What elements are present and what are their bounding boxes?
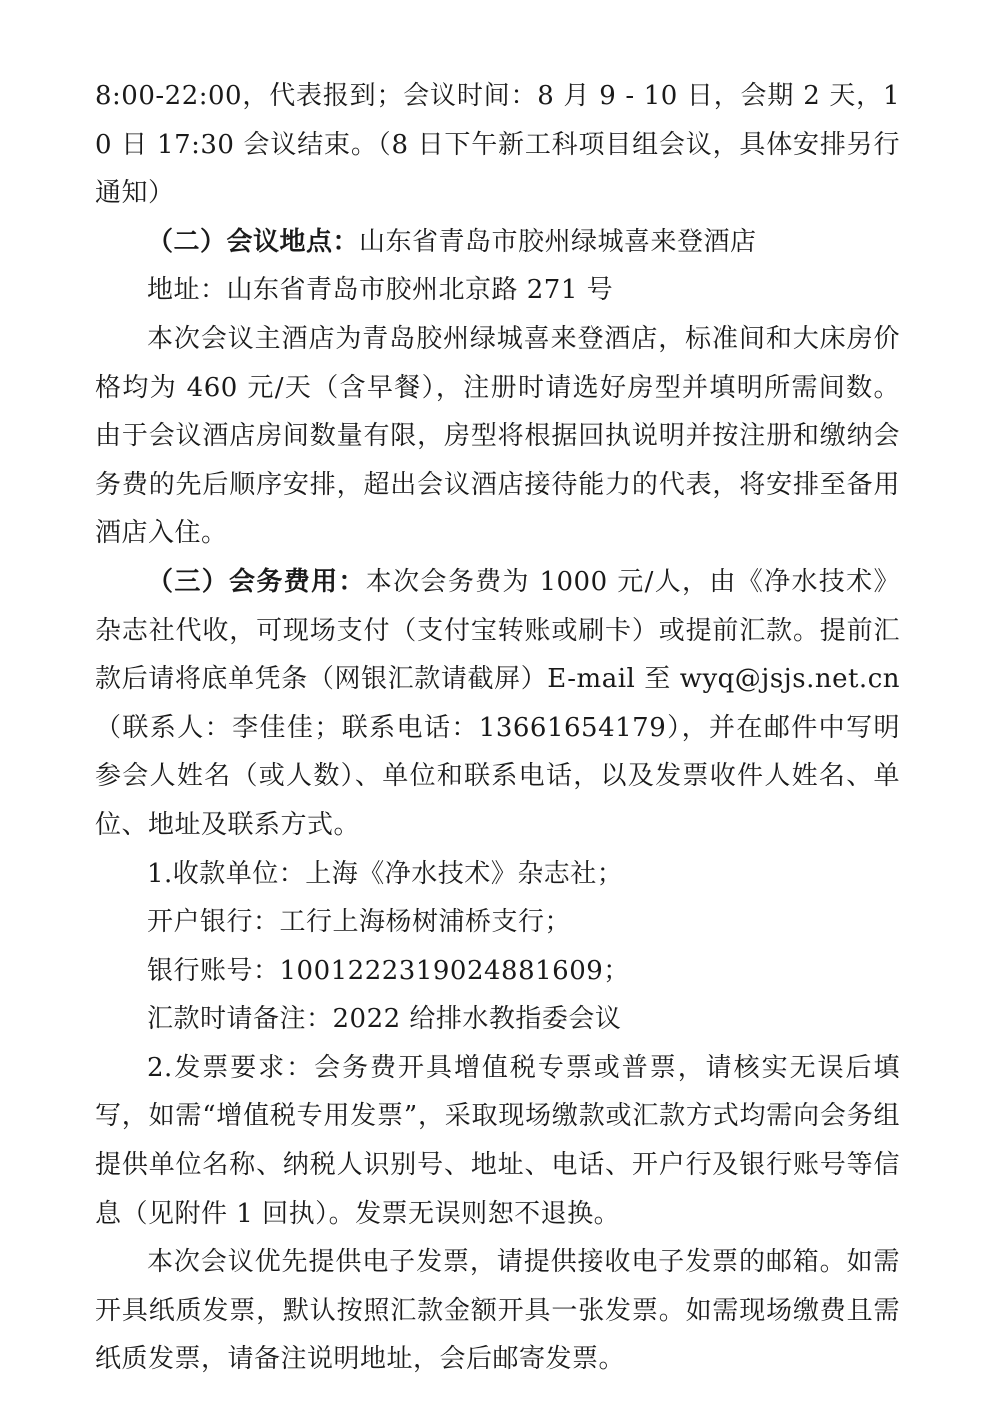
document-page	[95, 72, 900, 1384]
venue-text: 山东省青岛市胶州绿城喜来登酒店	[359, 226, 757, 257]
paragraph-bank: 开户银行：工行上海杨树浦桥支行；	[147, 907, 572, 938]
paragraph-hotel: 本次会议主酒店为青岛胶州绿城喜来登酒店，标准间和大床房价格均为 460 元/天（含早餐），注册时请选好房型并填明所需间数。由于会议酒店房间数量有限，房型将根据回执说明并按注册和缴纳会务费的先后顺序安排，超出会议酒店接待能力的代表，将安排至备用酒店入住。	[95, 323, 900, 549]
paragraph-fees	[95, 558, 900, 850]
paragraph-address: 地址：山东省青岛市胶州北京路 271 号	[147, 275, 614, 306]
paragraph-electronic-invoice: 本次会议优先提供电子发票，请提供接收电子发票的邮箱。如需开具纸质发票，默认按照汇款金额开具一张发票。如需现场缴费且需纸质发票，请备注说明地址，会后邮寄发票。	[95, 1247, 900, 1375]
section-heading-venue: （二）会议地点：	[147, 226, 360, 257]
paragraph-account-number: 银行账号：1001222319024881609；	[147, 955, 630, 986]
paragraph-payee: 1.收款单位：上海《净水技术》杂志社；	[147, 858, 624, 889]
paragraph-remittance-note: 汇款时请备注：2022 给排水教指委会议	[147, 1004, 622, 1035]
paragraph-venue	[95, 218, 900, 267]
section-heading-fees: （三）会务费用：	[147, 566, 366, 597]
fees-text: 本次会务费为 1000 元/人，由《净水技术》杂志社代收，可现场支付（支付宝转账或刷卡）或提前汇款。提前汇款后请将底单凭条（网银汇款请截屏）E-mail 至 wyq@jsjs.net.cn（联系人：李佳佳；联系电话：13661654179），并在邮件中写明参会人姓名（或人数）、单位和联系电话，以及发票收件人姓名、单位、地址及联系方式。	[95, 566, 900, 840]
paragraph-invoice-requirements: 2.发票要求：会务费开具增值税专票或普票，请核实无误后填写，如需“增值税专用发票”，采取现场缴款或汇款方式均需向会务组提供单位名称、纳税人识别号、地址、电话、开户行及银行账号等信息（见附件 1 回执）。发票无误则恕不退换。	[95, 1052, 900, 1229]
paragraph-registration-time: 8:00-22:00，代表报到；会议时间：8 月 9 - 10 日，会期 2 天，10 日 17:30 会议结束。（8 日下午新工科项目组会议，具体安排另行通知）	[95, 81, 900, 209]
